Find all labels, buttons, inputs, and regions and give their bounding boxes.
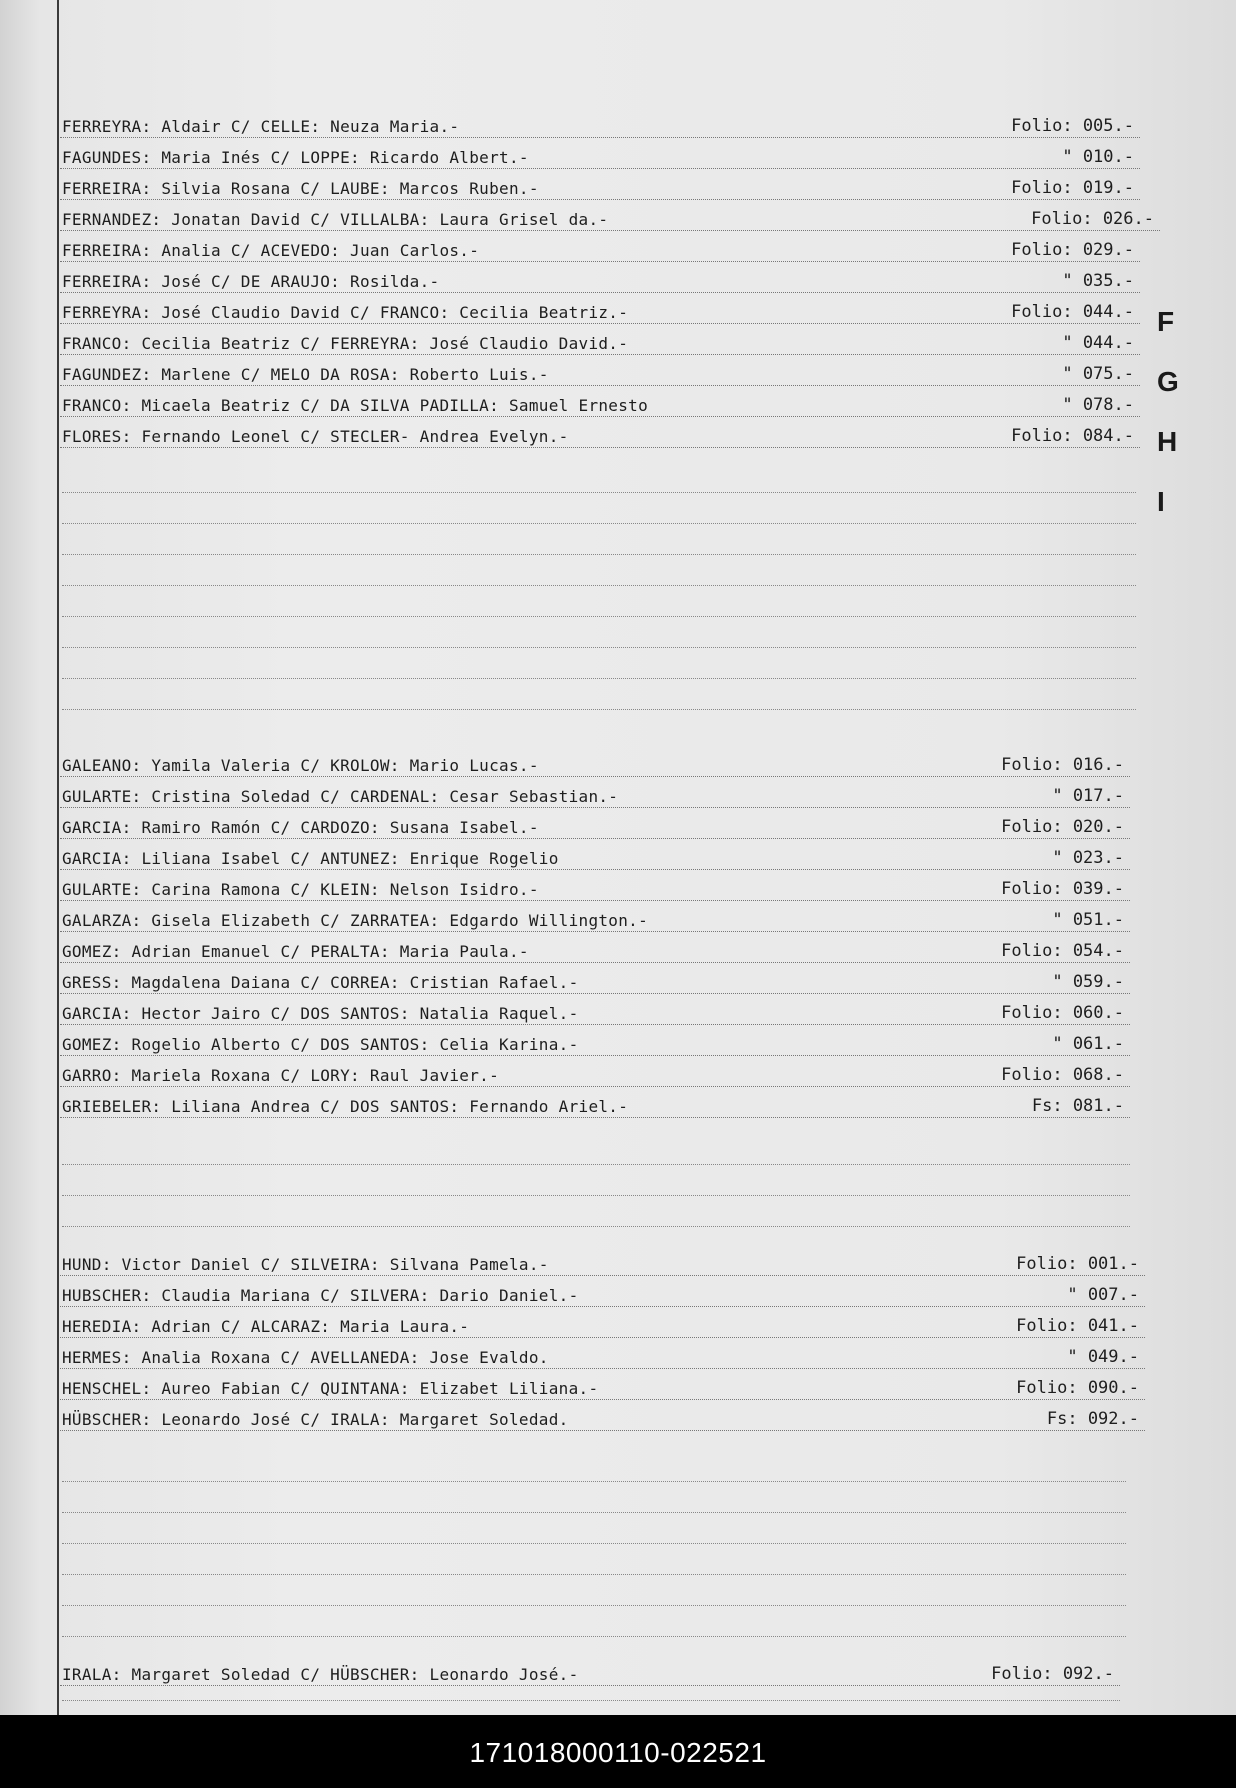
folio-number: " 059.- (1052, 972, 1124, 992)
blank-rule (62, 585, 1136, 586)
entry-text: GARCIA: Ramiro Ramón C/ CARDOZO: Susana Isabel.- (62, 818, 539, 837)
list-item (60, 993, 1130, 1025)
entry-text: FERREIRA: Silvia Rosana C/ LAUBE: Marcos Ruben.- (62, 179, 539, 198)
blank-rule (62, 1195, 1130, 1196)
folio-number: " 051.- (1052, 910, 1124, 930)
list-item (60, 292, 1140, 324)
folio-number: Fs: 092.- (1046, 1409, 1139, 1429)
folio-number: Folio: 039.- (1001, 879, 1124, 899)
folio-number: " 007.- (1067, 1285, 1139, 1305)
entry-text: GRIEBELER: Liliana Andrea C/ DOS SANTOS: Fernando Ariel.- (62, 1097, 629, 1116)
list-item (60, 1368, 1145, 1400)
entry-text: FERREIRA: José C/ DE ARAUJO: Rosilda.- (62, 272, 440, 291)
entry-text: FERREYRA: Aldair C/ CELLE: Neuza Maria.- (62, 117, 460, 136)
list-item (60, 745, 1130, 777)
folio-number: " 061.- (1052, 1034, 1124, 1054)
blank-rule (62, 678, 1136, 679)
blank-rule (62, 1512, 1126, 1513)
blank-rule (62, 1605, 1126, 1606)
list-item (60, 354, 1140, 386)
blank-rule (62, 1481, 1126, 1482)
entry-text: FERNANDEZ: Jonatan David C/ VILLALBA: Laura Grisel da.- (62, 210, 609, 229)
list-item (60, 323, 1140, 355)
entry-text: HUND: Victor Daniel C/ SILVEIRA: Silvana Pamela.- (62, 1255, 549, 1274)
folio-number: Folio: 001.- (1016, 1254, 1139, 1274)
blank-rule (62, 616, 1136, 617)
list-item (60, 168, 1140, 200)
list-item (60, 261, 1140, 293)
index-letter-i: I (1157, 486, 1165, 517)
list-item (60, 106, 1140, 138)
list-item (60, 199, 1160, 231)
entry-text: FRANCO: Cecilia Beatriz C/ FERREYRA: José Claudio David.- (62, 334, 629, 353)
entry-text: HEREDIA: Adrian C/ ALCARAZ: Maria Laura.- (62, 1317, 470, 1336)
entry-text: GALARZA: Gisela Elizabeth C/ ZARRATEA: Edgardo Willington.- (62, 911, 649, 930)
blank-rule (62, 1543, 1126, 1544)
entry-text: HENSCHEL: Aureo Fabian C/ QUINTANA: Elizabet Liliana.- (62, 1379, 599, 1398)
list-item (60, 1654, 1120, 1686)
blank-rule (62, 523, 1136, 524)
entry-text: GARCIA: Hector Jairo C/ DOS SANTOS: Natalia Raquel.- (62, 1004, 579, 1023)
list-item (60, 807, 1130, 839)
folio-number: " 035.- (1062, 271, 1134, 291)
list-item (60, 1306, 1145, 1338)
list-item (60, 230, 1140, 262)
blank-rule (62, 554, 1136, 555)
list-item (60, 869, 1130, 901)
entry-text: FERREYRA: José Claudio David C/ FRANCO: Cecilia Beatriz.- (62, 303, 629, 322)
list-item (60, 1337, 1145, 1369)
entry-text: FERREIRA: Analia C/ ACEVEDO: Juan Carlos.- (62, 241, 480, 260)
folio-number: Folio: 029.- (1011, 240, 1134, 260)
blank-rule (62, 647, 1136, 648)
index-letter-g: G (1157, 366, 1179, 397)
list-item (60, 1244, 1145, 1276)
entry-text: GULARTE: Carina Ramona C/ KLEIN: Nelson Isidro.- (62, 880, 539, 899)
folio-number: " 078.- (1062, 395, 1134, 415)
entry-text: GOMEZ: Rogelio Alberto C/ DOS SANTOS: Celia Karina.- (62, 1035, 579, 1054)
index-letter-h: H (1157, 426, 1178, 457)
folio-number: Folio: 019.- (1011, 178, 1134, 198)
folio-number: " 023.- (1052, 848, 1124, 868)
entry-text: HUBSCHER: Claudia Mariana C/ SILVERA: Dario Daniel.- (62, 1286, 579, 1305)
entry-text: FRANCO: Micaela Beatriz C/ DA SILVA PADILLA: Samuel Ernesto (62, 396, 649, 415)
entry-text: GOMEZ: Adrian Emanuel C/ PERALTA: Maria Paula.- (62, 942, 529, 961)
folio-number: Folio: 060.- (1001, 1003, 1124, 1023)
blank-rule (62, 1700, 1120, 1701)
blank-rule (62, 1226, 1130, 1227)
entry-text: GRESS: Magdalena Daiana C/ CORREA: Cristian Rafael.- (62, 973, 579, 992)
index-letter-f: F (1157, 306, 1175, 337)
folio-number: Folio: 020.- (1001, 817, 1124, 837)
list-item (60, 1275, 1145, 1307)
list-item (60, 416, 1140, 448)
folio-number: " 017.- (1052, 786, 1124, 806)
folio-number: " 075.- (1062, 364, 1134, 384)
list-item (60, 1055, 1130, 1087)
entry-text: HERMES: Analia Roxana C/ AVELLANEDA: Jose Evaldo. (62, 1348, 549, 1367)
list-item (60, 776, 1130, 808)
entry-text: IRALA: Margaret Soledad C/ HÜBSCHER: Leonardo José.- (62, 1665, 579, 1684)
folio-number: Folio: 044.- (1011, 302, 1134, 322)
entry-text: FAGUNDEZ: Marlene C/ MELO DA ROSA: Roberto Luis.- (62, 365, 549, 384)
blank-rule (62, 1574, 1126, 1575)
document-code: 171018000110-022521 (469, 1737, 767, 1768)
list-item (60, 1086, 1130, 1118)
entry-text: GARCIA: Liliana Isabel C/ ANTUNEZ: Enrique Rogelio (62, 849, 559, 868)
folio-number: " 010.- (1062, 147, 1134, 167)
folio-number: Folio: 090.- (1016, 1378, 1139, 1398)
blank-rule (62, 1164, 1130, 1165)
list-item (60, 838, 1130, 870)
folio-number: " 049.- (1067, 1347, 1139, 1367)
folio-number: " 044.- (1062, 333, 1134, 353)
folio-number: Folio: 041.- (1016, 1316, 1139, 1336)
folio-number: Folio: 016.- (1001, 755, 1124, 775)
folio-number: Folio: 054.- (1001, 941, 1124, 961)
blank-rule (62, 492, 1136, 493)
blank-rule (62, 709, 1136, 710)
folio-number: Folio: 084.- (1011, 426, 1134, 446)
entry-text: FLORES: Fernando Leonel C/ STECLER- Andrea Evelyn.- (62, 427, 569, 446)
scan-footer (0, 1715, 1236, 1788)
folio-number: Folio: 092.- (991, 1664, 1114, 1684)
folio-number: Folio: 068.- (1001, 1065, 1124, 1085)
list-item (60, 137, 1140, 169)
list-item (60, 931, 1130, 963)
folio-number: Folio: 005.- (1011, 116, 1134, 136)
list-item (60, 900, 1130, 932)
list-item (60, 1399, 1145, 1431)
list-item (60, 385, 1140, 417)
list-item (60, 962, 1130, 994)
entry-text: GARRO: Mariela Roxana C/ LORY: Raul Javier.- (62, 1066, 500, 1085)
entry-text: GULARTE: Cristina Soledad C/ CARDENAL: Cesar Sebastian.- (62, 787, 619, 806)
entry-text: HÜBSCHER: Leonardo José C/ IRALA: Margaret Soledad. (62, 1410, 569, 1429)
list-item (60, 1024, 1130, 1056)
folio-number: Folio: 026.- (1031, 209, 1154, 229)
entry-text: GALEANO: Yamila Valeria C/ KROLOW: Mario Lucas.- (62, 756, 539, 775)
blank-rule (62, 1636, 1126, 1637)
margin-line (57, 0, 59, 1715)
entry-text: FAGUNDES: Maria Inés C/ LOPPE: Ricardo Albert.- (62, 148, 529, 167)
folio-number: Fs: 081.- (1031, 1096, 1124, 1116)
